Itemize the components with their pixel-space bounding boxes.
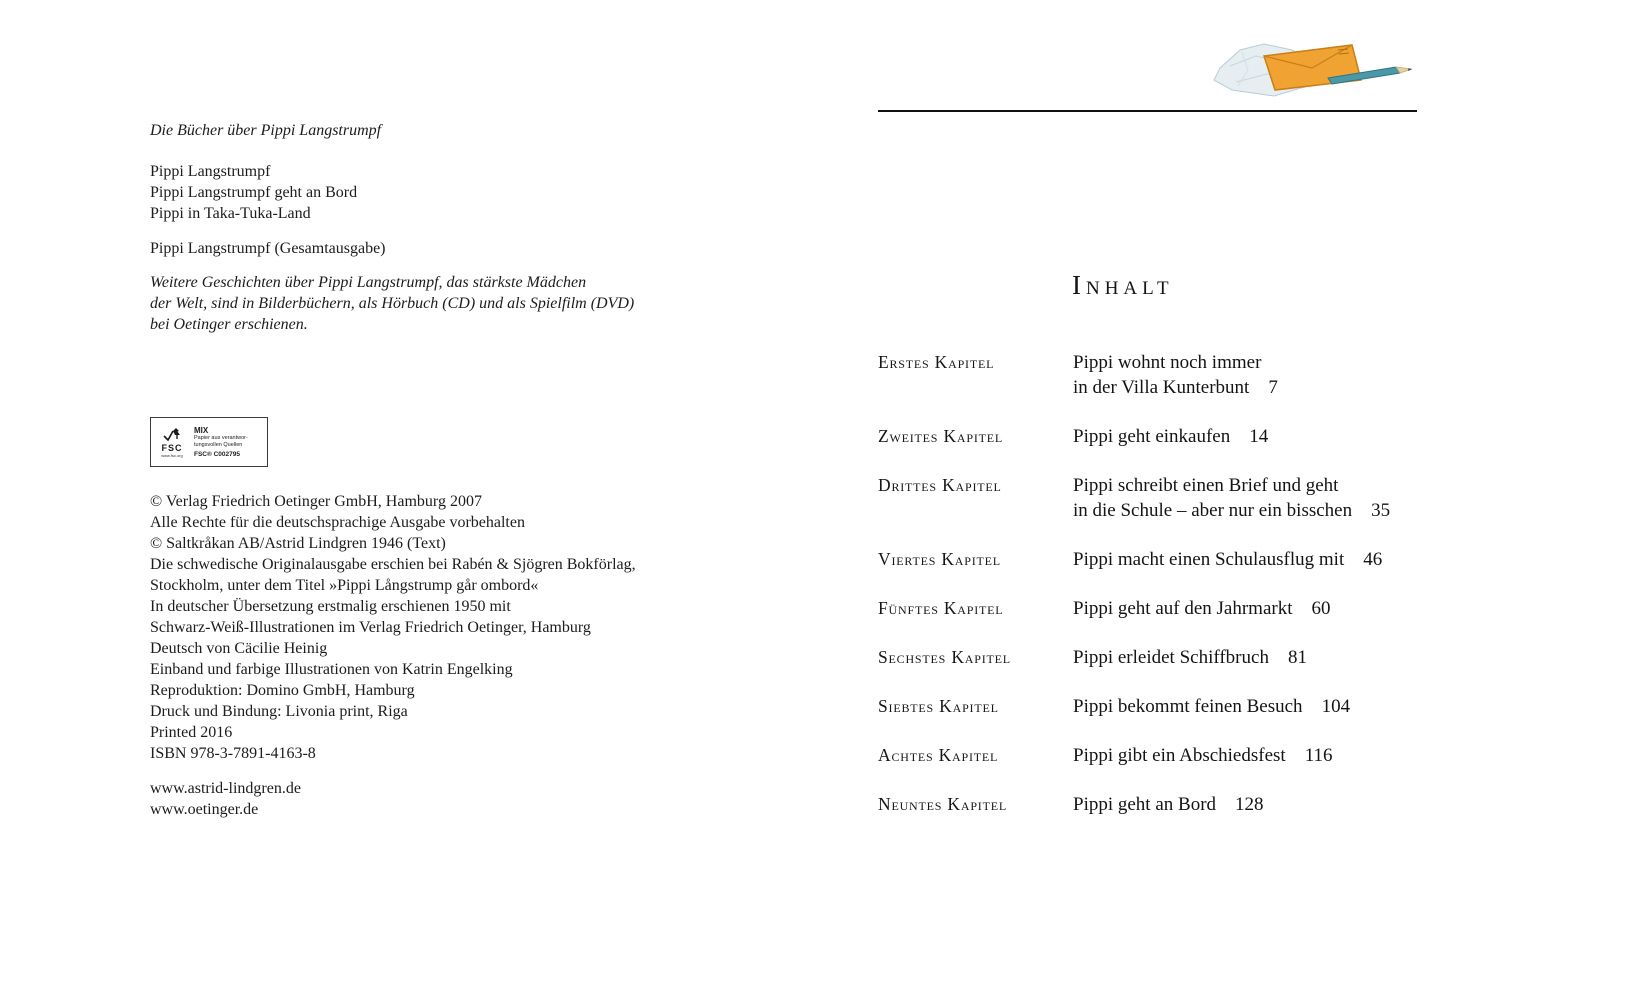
toc-title-line: in die Schule – aber nur ein bisschen — [1073, 500, 1353, 521]
toc-title — [1073, 473, 1390, 523]
fsc-label-text — [194, 422, 262, 462]
table-of-contents — [878, 350, 1390, 817]
imprint-line: In deutscher Übersetzung erstmalig erschienen 1950 mit — [150, 598, 511, 615]
imprint-line: Druck und Bindung: Livonia print, Riga — [150, 703, 408, 720]
toc-title — [1073, 792, 1264, 817]
imprint-line: © Verlag Friedrich Oetinger GmbH, Hamburg 2007 — [150, 493, 482, 510]
toc-title — [1073, 547, 1382, 572]
toc-chapter-label: Erstes Kapitel — [878, 352, 995, 372]
toc-entry — [878, 473, 1390, 523]
toc-chapter-label: Drittes Kapitel — [878, 475, 1002, 495]
collected-edition: Pippi Langstrumpf (Gesamtausgabe) — [150, 240, 386, 257]
toc-entry — [878, 694, 1390, 719]
toc-entry — [878, 743, 1390, 768]
fsc-logo — [156, 422, 188, 462]
toc-entry — [878, 547, 1390, 572]
toc-title — [1073, 596, 1331, 621]
toc-page-number: 35 — [1371, 500, 1391, 521]
toc-title — [1073, 694, 1350, 719]
imprint-line: Einband und farbige Illustrationen von Katrin Engelking — [150, 661, 513, 678]
toc-page-number: 60 — [1311, 598, 1331, 619]
toc-chapter-label: Viertes Kapitel — [878, 549, 1001, 569]
more-titles-note — [150, 272, 750, 335]
toc-title-line: Pippi wohnt noch immer — [1073, 352, 1262, 373]
toc-entry — [878, 424, 1390, 449]
fsc-mix-text: MIX — [194, 426, 209, 435]
imprint-line: Printed 2016 — [150, 724, 233, 741]
toc-chapter-label: Achtes Kapitel — [878, 745, 999, 765]
book-list — [150, 161, 750, 224]
toc-page-number: 81 — [1287, 647, 1307, 668]
imprint-line: ISBN 978-3-7891-4163-8 — [150, 745, 316, 762]
toc-title-line: Pippi erleidet Schiffbruch — [1073, 647, 1269, 668]
toc-title-line: Pippi gibt ein Abschiedsfest — [1073, 745, 1286, 766]
imprint-block — [150, 491, 750, 764]
toc-page-number: 46 — [1363, 549, 1383, 570]
toc-entry — [878, 350, 1390, 400]
toc-page-number: 7 — [1268, 377, 1278, 398]
toc-page-number: 116 — [1304, 745, 1333, 766]
toc-chapter-label: Fünftes Kapitel — [878, 598, 1004, 618]
book-list-item: Pippi Langstrumpf geht an Bord — [150, 184, 358, 201]
header-rule — [878, 110, 1417, 112]
toc-entry — [878, 596, 1390, 621]
fsc-code-text: FSC® C002795 — [194, 451, 240, 458]
imprint-line: Alle Rechte für die deutschsprachige Ausgabe vorbehalten — [150, 514, 525, 531]
imprint-line: Deutsch von Cäcilie Heinig — [150, 640, 328, 657]
watercolor-illustration-svg — [1212, 36, 1422, 102]
note-line: der Welt, sind in Bilderbüchern, als Hörbuch (CD) und als Spielfilm (DVD) — [150, 295, 635, 312]
toc-title-line: Pippi bekommt feinen Besuch — [1073, 696, 1303, 717]
fsc-brand-text: FSC — [161, 442, 183, 453]
book-list-item: Pippi Langstrumpf — [150, 163, 271, 180]
fsc-tree-icon — [162, 427, 182, 443]
imprint-page — [150, 120, 750, 820]
series-heading: Die Bücher über Pippi Langstrumpf — [150, 122, 382, 139]
website-url: www.oetinger.de — [150, 801, 259, 818]
toc-chapter-label: Zweites Kapitel — [878, 426, 1004, 446]
imprint-line: Reproduktion: Domino GmbH, Hamburg — [150, 682, 415, 699]
toc-title-line: Pippi schreibt einen Brief und geht — [1073, 475, 1339, 496]
toc-page-number: 104 — [1321, 696, 1351, 717]
fsc-url-text: www.fsc.org — [161, 452, 183, 458]
fsc-certification-label — [150, 417, 268, 467]
toc-chapter-label: Neuntes Kapitel — [878, 794, 1007, 814]
fsc-paper-line: tungsvollen Quellen — [194, 441, 243, 448]
toc-chapter-label: Siebtes Kapitel — [878, 696, 999, 716]
toc-page-number: 14 — [1249, 426, 1269, 447]
toc-title — [1073, 743, 1332, 768]
toc-title-line: in der Villa Kunterbunt — [1073, 377, 1250, 398]
toc-page-number: 128 — [1235, 794, 1264, 815]
toc-entry — [878, 645, 1390, 670]
toc-chapter-label: Sechstes Kapitel — [878, 647, 1011, 667]
toc-title — [1073, 350, 1278, 400]
contents-title: Inhalt — [1072, 270, 1174, 300]
toc-entry — [878, 792, 1390, 817]
toc-title-line: Pippi macht einen Schulausflug mit — [1073, 549, 1345, 570]
imprint-line: Die schwedische Originalausgabe erschien bei Rabén & Sjögren Bokförlag, — [150, 556, 636, 573]
toc-title-line: Pippi geht an Bord — [1073, 794, 1217, 815]
imprint-line: Schwarz-Weiß-Illustrationen im Verlag Friedrich Oetinger, Hamburg — [150, 619, 591, 636]
letter-envelope-pencil-illustration — [1212, 36, 1422, 107]
website-url: www.astrid-lindgren.de — [150, 780, 301, 797]
imprint-line: © Saltkråkan AB/Astrid Lindgren 1946 (Text) — [150, 535, 446, 552]
toc-title-line: Pippi geht einkaufen — [1073, 426, 1231, 447]
note-line: Weitere Geschichten über Pippi Langstrumpf, das stärkste Mädchen — [150, 274, 587, 291]
toc-title-line: Pippi geht auf den Jahrmarkt — [1073, 598, 1293, 619]
note-line: bei Oetinger erschienen. — [150, 316, 308, 333]
fsc-paper-line: Papier aus verantwor- — [194, 435, 248, 441]
imprint-line: Stockholm, unter dem Titel »Pippi Långstrump går ombord« — [150, 577, 539, 594]
book-list-item: Pippi in Taka-Tuka-Land — [150, 205, 311, 222]
toc-title — [1073, 424, 1268, 449]
website-block — [150, 778, 750, 820]
toc-title — [1073, 645, 1307, 670]
